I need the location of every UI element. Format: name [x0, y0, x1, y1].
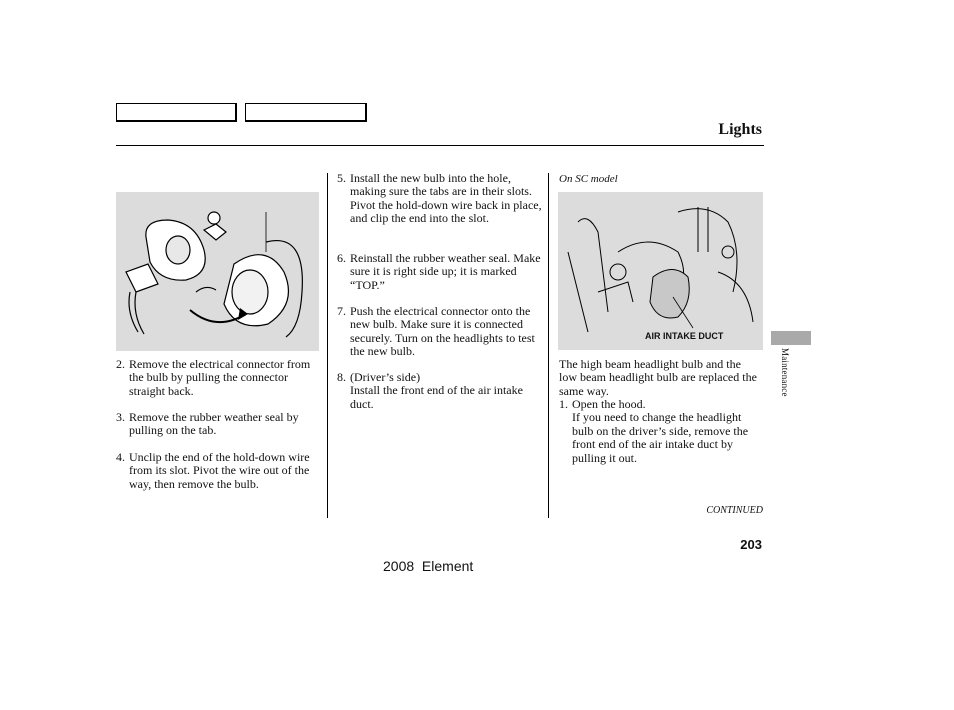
step-text: Remove the rubber weather seal by pulling on the tab. [129, 410, 299, 438]
step-number: 4. [116, 450, 125, 464]
step-number: 7. [337, 304, 346, 318]
step-2 [116, 358, 316, 398]
bulb-assembly-illustration [116, 192, 319, 351]
air-intake-duct-photo [558, 192, 763, 350]
section-side-label: Maintenance [780, 348, 790, 397]
step-number: 1. [559, 397, 568, 411]
engine-bay-drawing [558, 192, 763, 350]
section-side-tab [771, 331, 811, 345]
step-text: Unclip the end of the hold-down wire from its slot. Pivot the wire out of the way, then remove the bulb. [129, 450, 310, 491]
step-text: Reinstall the rubber weather seal. Make sure it is right side up; it is marked “TOP.” [350, 251, 541, 292]
step-number: 3. [116, 410, 125, 424]
step-5 [337, 172, 542, 226]
step-8 [337, 371, 542, 411]
step-number: 8. [337, 370, 346, 384]
model-note: On SC model [559, 173, 618, 185]
step-text: Install the new bulb into the hole, making sure the tabs are in their slots. Pivot the hold-down wire back in place, and clip the end into the slot. [350, 171, 542, 226]
header-rule [116, 145, 764, 146]
step-number: 5. [337, 171, 346, 185]
step-number: 6. [337, 251, 346, 265]
step-text: Remove the electrical connector from the bulb by pulling the connector straight back. [129, 357, 311, 398]
continued-note: CONTINUED [706, 505, 763, 516]
step-7 [337, 305, 542, 359]
footer-text: 2008 Element [383, 558, 474, 574]
intro-paragraph: The high beam headlight bulb and the low beam headlight bulb are replaced the same way. [559, 357, 757, 398]
step-1 [559, 398, 764, 465]
header-tab-box-2 [245, 103, 367, 122]
step-4 [116, 451, 316, 491]
header-tab-box-1 [116, 103, 237, 122]
page-number: 203 [740, 537, 762, 552]
step-text: Open the hood. If you need to change the headlight bulb on the driver’s side, remove the front end of the air intake duct by pulling it out. [572, 397, 749, 465]
column-divider-2 [548, 173, 549, 518]
column-divider-1 [327, 173, 328, 518]
air-intake-duct-label: AIR INTAKE DUCT [645, 331, 724, 341]
step-number: 2. [116, 357, 125, 371]
step-text: (Driver’s side) Install the front end of the air intake duct. [350, 370, 523, 411]
bulb-assembly-drawing [116, 192, 319, 351]
step-text: Push the electrical connector onto the new bulb. Make sure it is connected securely. Turn on the headlights to test the new bulb. [350, 304, 535, 359]
step-6 [337, 252, 542, 292]
step-3 [116, 411, 316, 438]
page-title: Lights [718, 121, 762, 138]
